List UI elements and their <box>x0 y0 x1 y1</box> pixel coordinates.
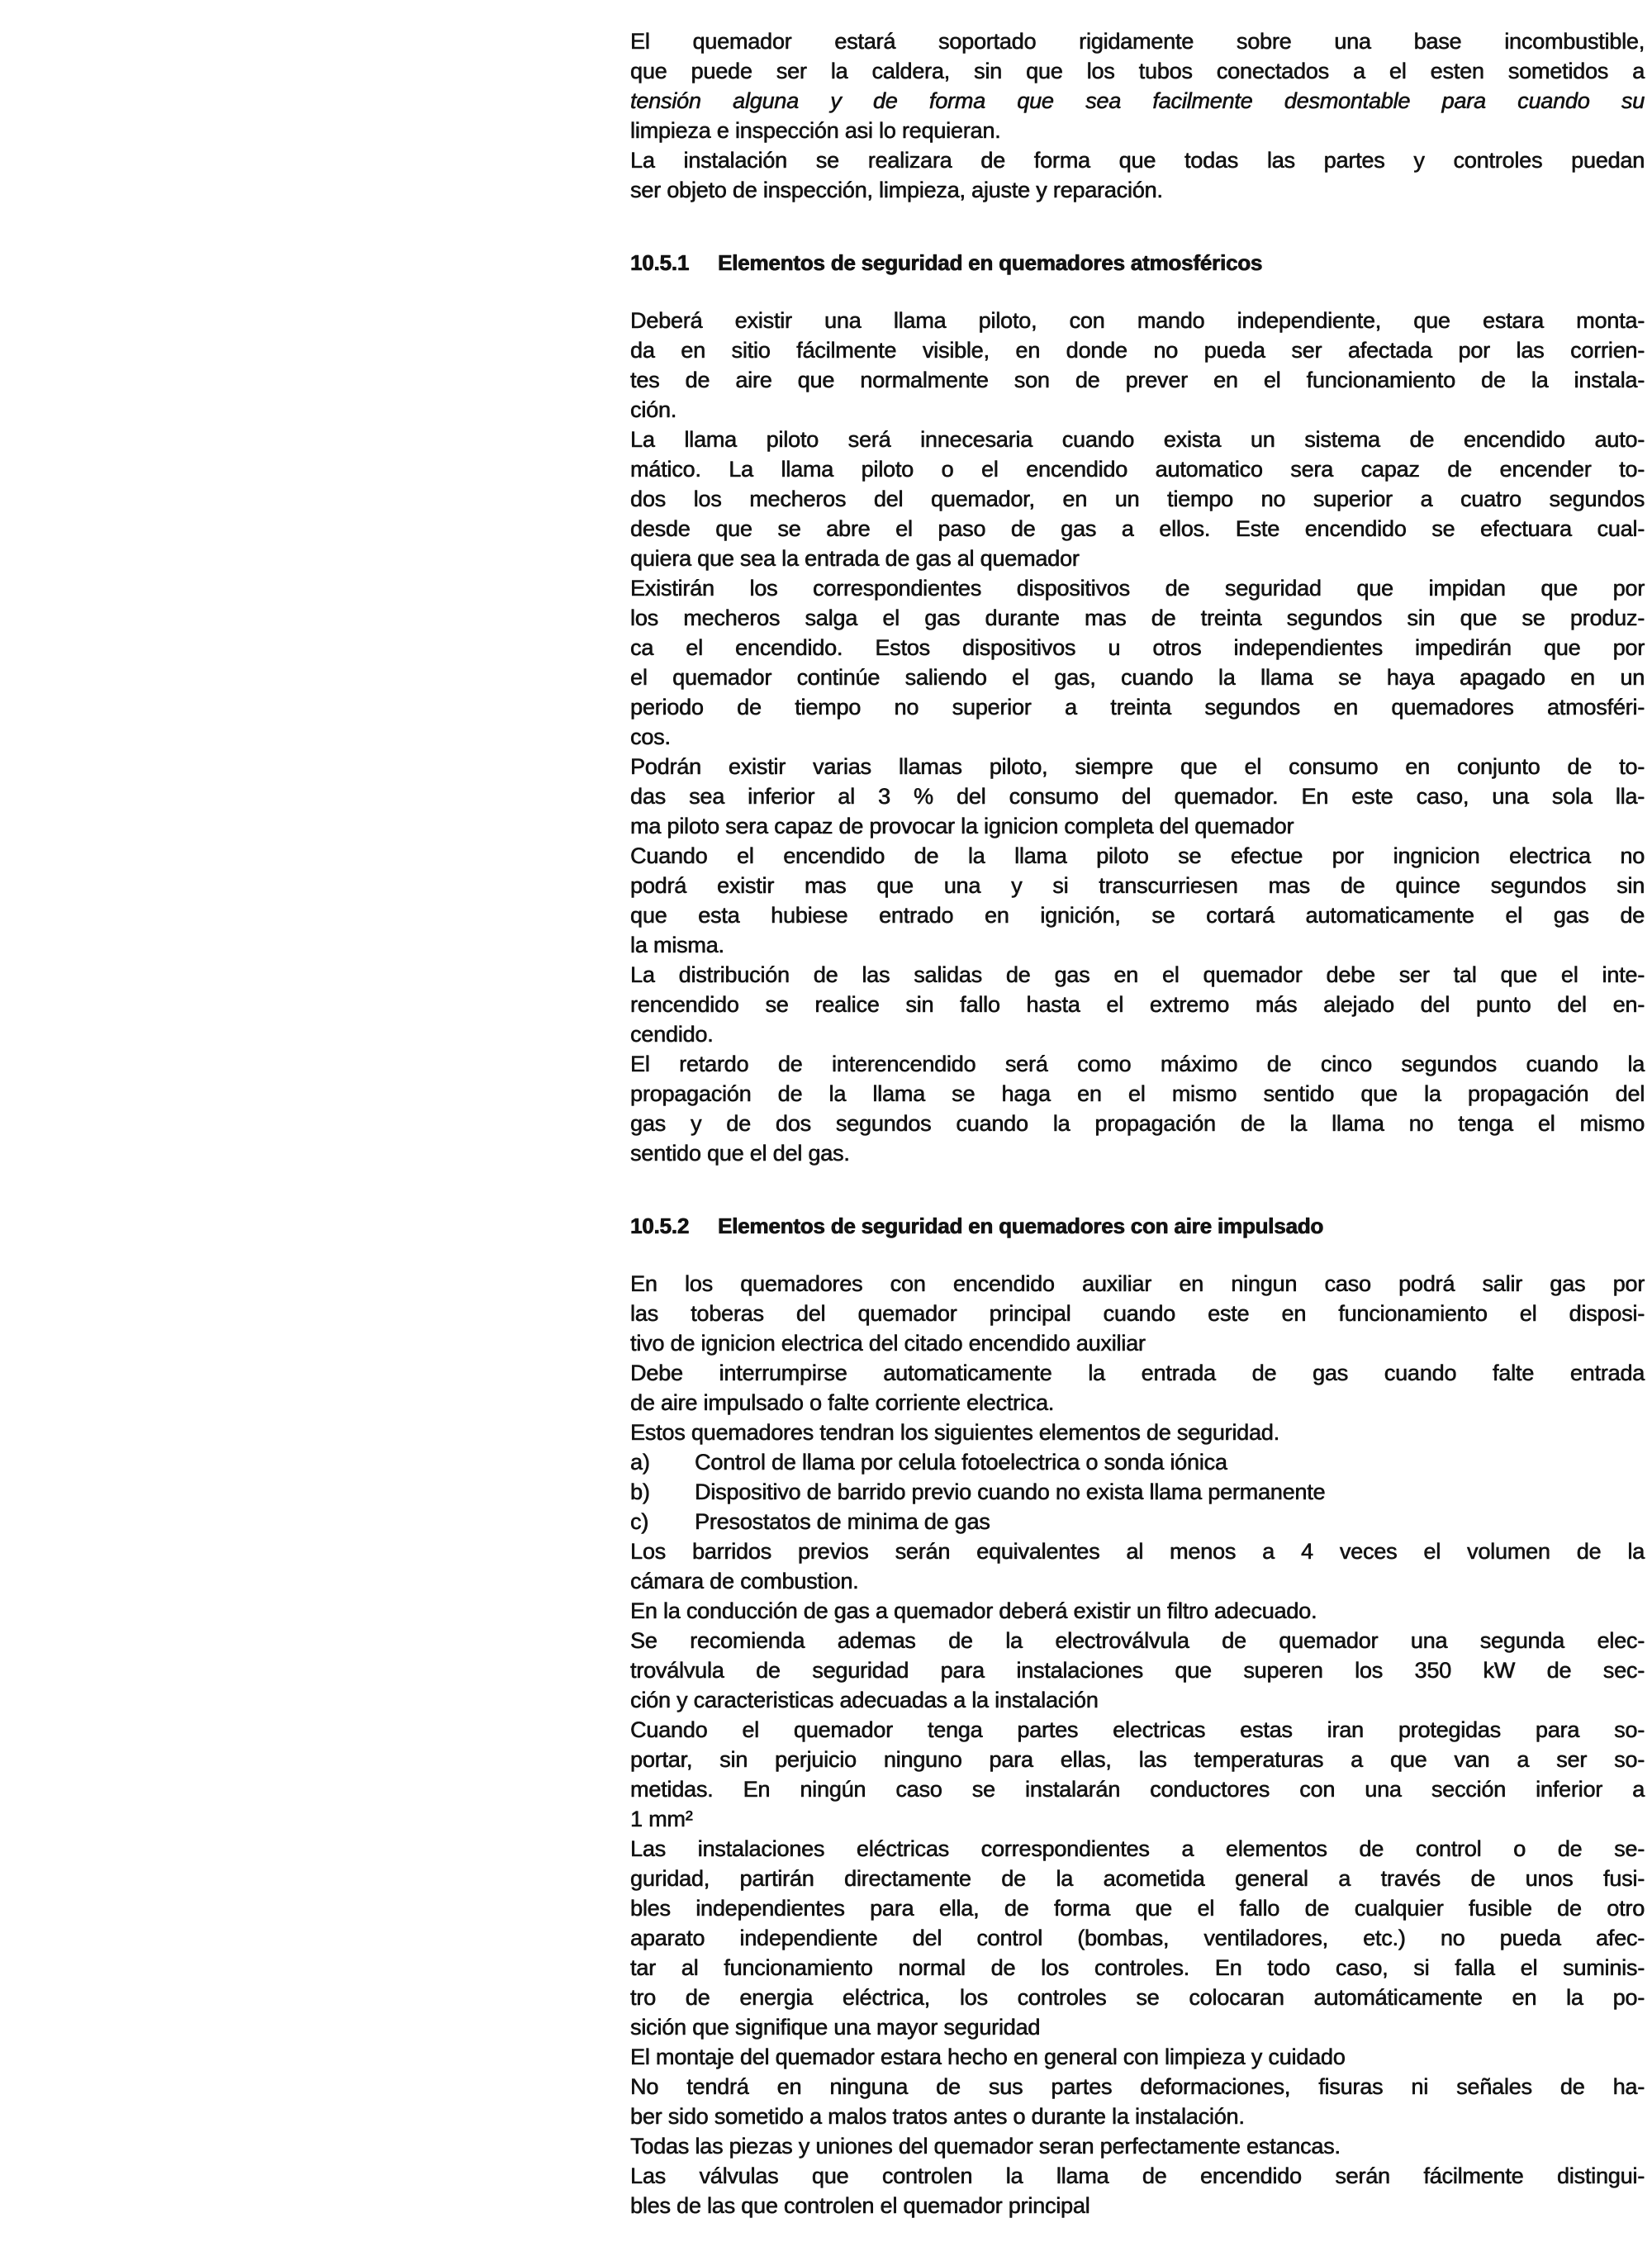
text-line: tensión alguna y de forma que sea facilmente desmontable para cuando su <box>630 88 1645 113</box>
list-marker: a) <box>630 1450 650 1475</box>
text-line: ber sido sometido a malos tratos antes o durante la instalación. <box>630 2104 1245 2129</box>
paragraph-group <box>630 1269 1645 2220</box>
text-line: cendido. <box>630 1022 714 1047</box>
text-line: troválvula de seguridad para instalaciones que superen los 350 kW de sec- <box>630 1658 1645 1683</box>
text-line: bles independientes para ella, de forma que el fallo de cualquier fusible de otro <box>630 1896 1645 1921</box>
text-line: la misma. <box>630 933 724 957</box>
section-heading <box>630 248 1645 278</box>
section-title: Elementos de seguridad en quemadores con aire impulsado <box>718 1213 1324 1238</box>
text-line: rencendido se realice sin fallo hasta el extremo más alejado del punto del en- <box>630 992 1645 1017</box>
text-line: tivo de ignicion electrica del citado encendido auxiliar <box>630 1331 1146 1356</box>
text-column <box>630 26 1645 2220</box>
text-line: periodo de tiempo no superior a treinta segundos en quemadores atmosféri- <box>630 695 1645 720</box>
text-line: Las válvulas que controlen la llama de encendido serán fácilmente distingui- <box>630 2163 1645 2188</box>
text-line: Estos quemadores tendran los siguientes elementos de seguridad. <box>630 1420 1279 1445</box>
list-item-text: Control de llama por celula fotoelectrica o sonda iónica <box>695 1450 1227 1475</box>
text-line: En la conducción de gas a quemador deberá existir un filtro adecuado. <box>630 1598 1317 1623</box>
section-number: 10.5.1 <box>630 250 690 275</box>
text-line: de aire impulsado o falte corriente electrica. <box>630 1390 1055 1415</box>
text-line: mático. La llama piloto o el encendido automatico sera capaz de encender to- <box>630 457 1645 482</box>
text-line: das sea inferior al 3 % del consumo del quemador. En este caso, una sola lla- <box>630 784 1645 809</box>
text-line: Deberá existir una llama piloto, con mando independiente, que estara monta- <box>630 308 1645 333</box>
text-line: sentido que el del gas. <box>630 1141 850 1166</box>
text-line: limpieza e inspección asi lo requieran. <box>630 118 1001 143</box>
text-line: tes de aire que normalmente son de prever en el funcionamiento de la instala- <box>630 368 1645 392</box>
list-item-text: Presostatos de minima de gas <box>695 1509 990 1534</box>
list-item <box>630 1477 1645 1507</box>
text-line: metidas. En ningún caso se instalarán conductores con una sección inferior a <box>630 1777 1645 1802</box>
text-line: Las instalaciones eléctricas correspondientes a elementos de control o de se- <box>630 1836 1645 1861</box>
text-line: guridad, partirán directamente de la acometida general a través de unos fusi- <box>630 1866 1645 1891</box>
text-line: tro de energia eléctrica, los controles se colocaran automáticamente en la po- <box>630 1985 1645 2010</box>
text-line: La llama piloto será innecesaria cuando exista un sistema de encendido auto- <box>630 427 1645 452</box>
text-line: El montaje del quemador estara hecho en general con limpieza y cuidado <box>630 2045 1346 2069</box>
text-line: los mecheros salga el gas durante mas de treinta segundos sin que se produz- <box>630 606 1645 630</box>
text-line: El quemador estará soportado rigidamente sobre una base incombustible, <box>630 29 1645 54</box>
text-line: que esta hubiese entrado en ignición, se cortará automaticamente el gas de <box>630 903 1645 928</box>
paragraph-group <box>630 26 1645 205</box>
text-line: Cuando el quemador tenga partes electricas estas iran protegidas para so- <box>630 1717 1645 1742</box>
text-line: En los quemadores con encendido auxiliar en ningun caso podrá salir gas por <box>630 1271 1645 1296</box>
text-line: Todas las piezas y uniones del quemador seran perfectamente estancas. <box>630 2134 1341 2159</box>
list-item <box>630 1507 1645 1536</box>
section-heading <box>630 1211 1645 1241</box>
text-line: Debe interrumpirse automaticamente la entrada de gas cuando falte entrada <box>630 1361 1645 1385</box>
text-line: portar, sin perjuicio ninguno para ellas, las temperaturas a que van a ser so- <box>630 1747 1645 1772</box>
text-line: 1 mm² <box>630 1807 693 1831</box>
text-line: cos. <box>630 724 671 749</box>
list-marker: c) <box>630 1509 649 1534</box>
text-line: desde que se abre el paso de gas a ellos. Este encendido se efectuara cual- <box>630 516 1645 541</box>
text-line: La instalación se realizara de forma que todas las partes y controles puedan <box>630 148 1645 173</box>
text-line: Cuando el encendido de la llama piloto se efectue por ingnicion electrica no <box>630 843 1645 868</box>
text-line: dos los mecheros del quemador, en un tiempo no superior a cuatro segundos <box>630 487 1645 511</box>
text-line: ma piloto sera capaz de provocar la ignicion completa del quemador <box>630 814 1294 838</box>
text-line: podrá existir mas que una y si transcurriesen mas de quince segundos sin <box>630 873 1645 898</box>
list-marker: b) <box>630 1479 650 1504</box>
section-title: Elementos de seguridad en quemadores atmosféricos <box>718 250 1263 275</box>
text-line: La distribución de las salidas de gas en el quemador debe ser tal que el inte- <box>630 962 1645 987</box>
list-item <box>630 1447 1645 1477</box>
text-line: el quemador continúe saliendo el gas, cuando la llama se haya apagado en un <box>630 665 1645 690</box>
text-line: ca el encendido. Estos dispositivos u otros independientes impedirán que por <box>630 635 1645 660</box>
text-line: bles de las que controlen el quemador principal <box>630 2193 1090 2218</box>
text-line: ción y caracteristicas adecuadas a la instalación <box>630 1688 1099 1712</box>
text-line: las toberas del quemador principal cuando este en funcionamiento el disposi- <box>630 1301 1645 1326</box>
text-line: quiera que sea la entrada de gas al quemador <box>630 546 1080 571</box>
text-line: cámara de combustion. <box>630 1569 859 1593</box>
text-line: propagación de la llama se haga en el mismo sentido que la propagación del <box>630 1081 1645 1106</box>
paragraph-group <box>630 306 1645 1168</box>
text-line: No tendrá en ninguna de sus partes deformaciones, fisuras ni señales de ha- <box>630 2074 1645 2099</box>
text-line: Los barridos previos serán equivalentes al menos a 4 veces el volumen de la <box>630 1539 1645 1564</box>
text-line: que puede ser la caldera, sin que los tubos conectados a el esten sometidos a <box>630 59 1645 83</box>
text-line: El retardo de interencendido será como máximo de cinco segundos cuando la <box>630 1052 1645 1076</box>
section-number: 10.5.2 <box>630 1213 690 1238</box>
text-line: Existirán los correspondientes dispositivos de seguridad que impidan que por <box>630 576 1645 601</box>
text-line: ser objeto de inspección, limpieza, ajuste y reparación. <box>630 178 1163 202</box>
text-line: aparato independiente del control (bombas, ventiladores, etc.) no pueda afec- <box>630 1926 1645 1950</box>
list-item-text: Dispositivo de barrido previo cuando no exista llama permanente <box>695 1479 1326 1504</box>
text-line: gas y de dos segundos cuando la propagación de la llama no tenga el mismo <box>630 1111 1645 1136</box>
text-line: da en sitio fácilmente visible, en donde no pueda ser afectada por las corrien- <box>630 338 1645 363</box>
text-line: Se recomienda ademas de la electroválvula de quemador una segunda elec- <box>630 1628 1645 1653</box>
text-line: sición que signifique una mayor seguridad <box>630 2015 1041 2040</box>
text-line: Podrán existir varias llamas piloto, siempre que el consumo en conjunto de to- <box>630 754 1645 779</box>
text-line: tar al funcionamiento normal de los controles. En todo caso, si falla el suminis- <box>630 1955 1645 1980</box>
text-line: ción. <box>630 397 677 422</box>
